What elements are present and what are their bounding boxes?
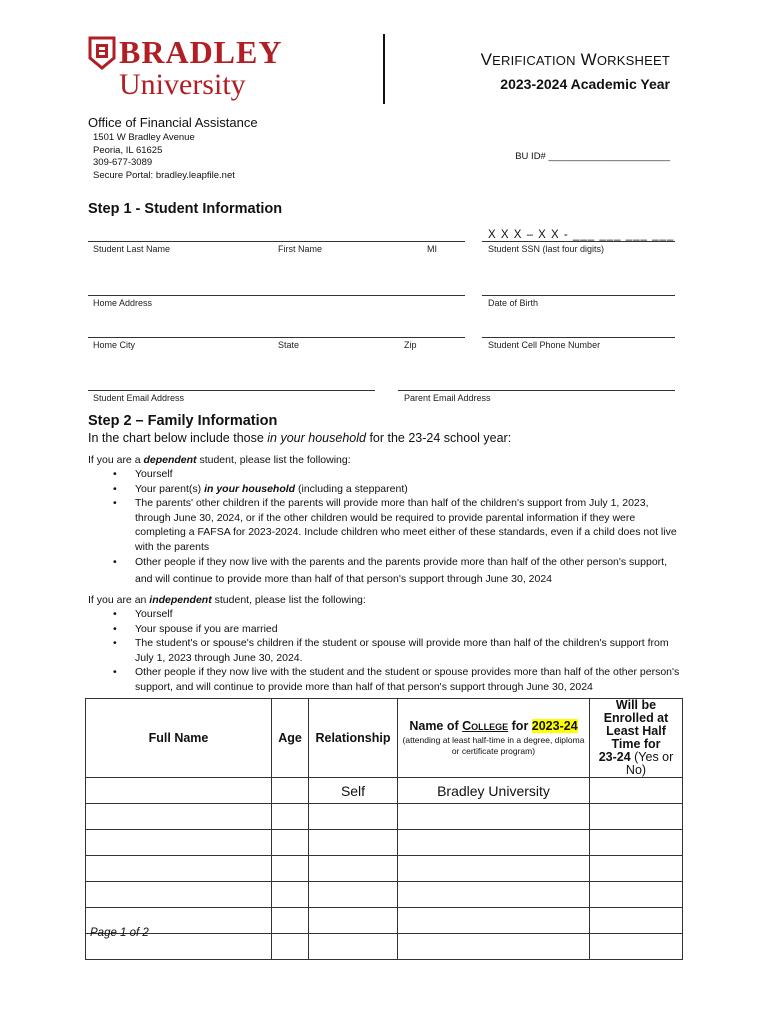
parent-email-line[interactable]: [398, 390, 675, 391]
email-line[interactable]: [88, 390, 375, 391]
step2-intro: In the chart below include those in your household for the 23-24 school year:: [88, 431, 512, 445]
label-dob: Date of Birth: [488, 298, 539, 308]
bradley-logo: [88, 34, 298, 104]
dependent-heading: If you are a dependent student, please list the following:: [88, 454, 351, 466]
table-row[interactable]: [86, 778, 683, 804]
table-row[interactable]: [86, 882, 683, 908]
cell-relationship[interactable]: [309, 882, 398, 908]
list-item: • The parents' other children if the parents will provide more than half of the children's support from July 1, 2023, through June 30, 2024, or if the other children would be required to provide parental information if they were completing a FAFSA for 2023-2024. Include children who meet either of these standards, even if a child does not live with the parents: [113, 496, 683, 554]
list-item: • The student's or spouse's children if the student or spouse will provide more than half of the children's support from July 1, 2023 through June 30, 2024.: [113, 636, 683, 665]
cell-enrolled[interactable]: [590, 908, 683, 934]
cell-age[interactable]: [272, 882, 309, 908]
dependent-list: [113, 467, 683, 588]
list-item: • Yourself: [113, 467, 683, 482]
cell-relationship[interactable]: [309, 856, 398, 882]
cell-age[interactable]: [272, 830, 309, 856]
col-college: Name of College for 2023-24 (attending at least half-time in a degree, diploma or certificate program): [398, 699, 590, 778]
col-relationship: Relationship: [309, 699, 398, 778]
cell-college[interactable]: [398, 830, 590, 856]
list-item: • Your parent(s) in your household (including a stepparent): [113, 482, 683, 497]
cell-college[interactable]: [398, 804, 590, 830]
cell-enrolled[interactable]: [590, 830, 683, 856]
household-table: [85, 698, 683, 960]
dob-line[interactable]: [482, 295, 675, 296]
cell-name[interactable]: [86, 856, 272, 882]
independent-list: [113, 607, 683, 694]
name-line[interactable]: [88, 241, 465, 242]
step1-heading: Step 1 - Student Information: [88, 201, 283, 217]
cell-name[interactable]: [86, 882, 272, 908]
cell-relationship[interactable]: [309, 804, 398, 830]
cell-relationship[interactable]: [309, 908, 398, 934]
office-name: Office of Financial Assistance: [88, 115, 258, 130]
cell-name[interactable]: [86, 804, 272, 830]
list-item: • Your spouse if you are married: [113, 622, 683, 637]
ssn-mask[interactable]: X X X – X X - ___ ___ ___ ___: [488, 229, 675, 241]
academic-year: 2023-2024 Academic Year: [500, 76, 670, 92]
cell-age[interactable]: [272, 856, 309, 882]
cell-name[interactable]: [86, 778, 272, 804]
cell-name[interactable]: [86, 830, 272, 856]
worksheet-title: VERIFICATION WORKSHEET: [480, 50, 670, 69]
label-parent-email: Parent Email Address: [404, 393, 491, 403]
table-row[interactable]: [86, 908, 683, 934]
label-home-address: Home Address: [93, 298, 153, 308]
label-city: Home City: [93, 340, 136, 350]
table-row[interactable]: [86, 804, 683, 830]
table-row[interactable]: [86, 934, 683, 960]
col-full-name: Full Name: [86, 699, 272, 778]
label-last-name: Student Last Name: [93, 244, 171, 254]
cell-age[interactable]: [272, 804, 309, 830]
independent-heading: If you are an independent student, please list the following:: [88, 594, 366, 606]
ssn-line[interactable]: [482, 241, 675, 242]
label-cell: Student Cell Phone Number: [488, 340, 601, 350]
cell-relationship[interactable]: [309, 934, 398, 960]
table-header-row: [86, 699, 683, 778]
cell-enrolled[interactable]: [590, 804, 683, 830]
logo-university: University: [119, 68, 246, 101]
cell-enrolled[interactable]: [590, 882, 683, 908]
label-state: State: [278, 340, 300, 350]
bu-id-field[interactable]: BU ID# _______________________: [515, 151, 670, 162]
table-row[interactable]: [86, 856, 683, 882]
list-item: • Yourself: [113, 607, 683, 622]
cell-college[interactable]: [398, 934, 590, 960]
address-line[interactable]: [88, 295, 465, 296]
cell-college[interactable]: Bradley University: [398, 778, 590, 804]
col-enrolled: Will be Enrolled at Least Half Time for 23-24 (Yes or No): [590, 699, 683, 778]
cell-relationship[interactable]: Self: [309, 778, 398, 804]
shield-icon: [88, 36, 116, 70]
step2-heading: Step 2 – Family Information: [88, 413, 278, 429]
table-row[interactable]: [86, 830, 683, 856]
label-ssn: Student SSN (last four digits): [488, 244, 605, 254]
cell-line[interactable]: [482, 337, 675, 338]
cell-college[interactable]: [398, 882, 590, 908]
list-item: • Other people if they now live with the parents and the parents provide more than half of the other person's support, and will continue to provide more than half of that person's support through June 30, 2024: [113, 554, 683, 588]
city-line[interactable]: [88, 337, 465, 338]
list-item: • Other people if they now live with the student and the student or spouse provides more than half of the other person's support, and will continue to provide more than half of that person's support through June 30, 2024: [113, 665, 683, 694]
cell-age[interactable]: [272, 908, 309, 934]
cell-enrolled[interactable]: [590, 934, 683, 960]
cell-age[interactable]: [272, 934, 309, 960]
cell-college[interactable]: [398, 908, 590, 934]
col-age: Age: [272, 699, 309, 778]
cell-enrolled[interactable]: [590, 856, 683, 882]
cell-enrolled[interactable]: [590, 778, 683, 804]
label-first-name: First Name: [278, 244, 323, 254]
office-address: 1501 W Bradley Avenue Peoria, IL 61625 309-677-3089 Secure Portal: bradley.leapfile.net: [93, 132, 235, 181]
label-email: Student Email Address: [93, 393, 185, 403]
header-divider: [383, 34, 385, 104]
cell-age[interactable]: [272, 778, 309, 804]
page-number: Page 1 of 2: [90, 927, 149, 939]
cell-relationship[interactable]: [309, 830, 398, 856]
logo-brand: BRADLEY: [119, 34, 283, 70]
cell-college[interactable]: [398, 856, 590, 882]
label-mi: MI: [427, 244, 437, 254]
label-zip: Zip: [404, 340, 417, 350]
